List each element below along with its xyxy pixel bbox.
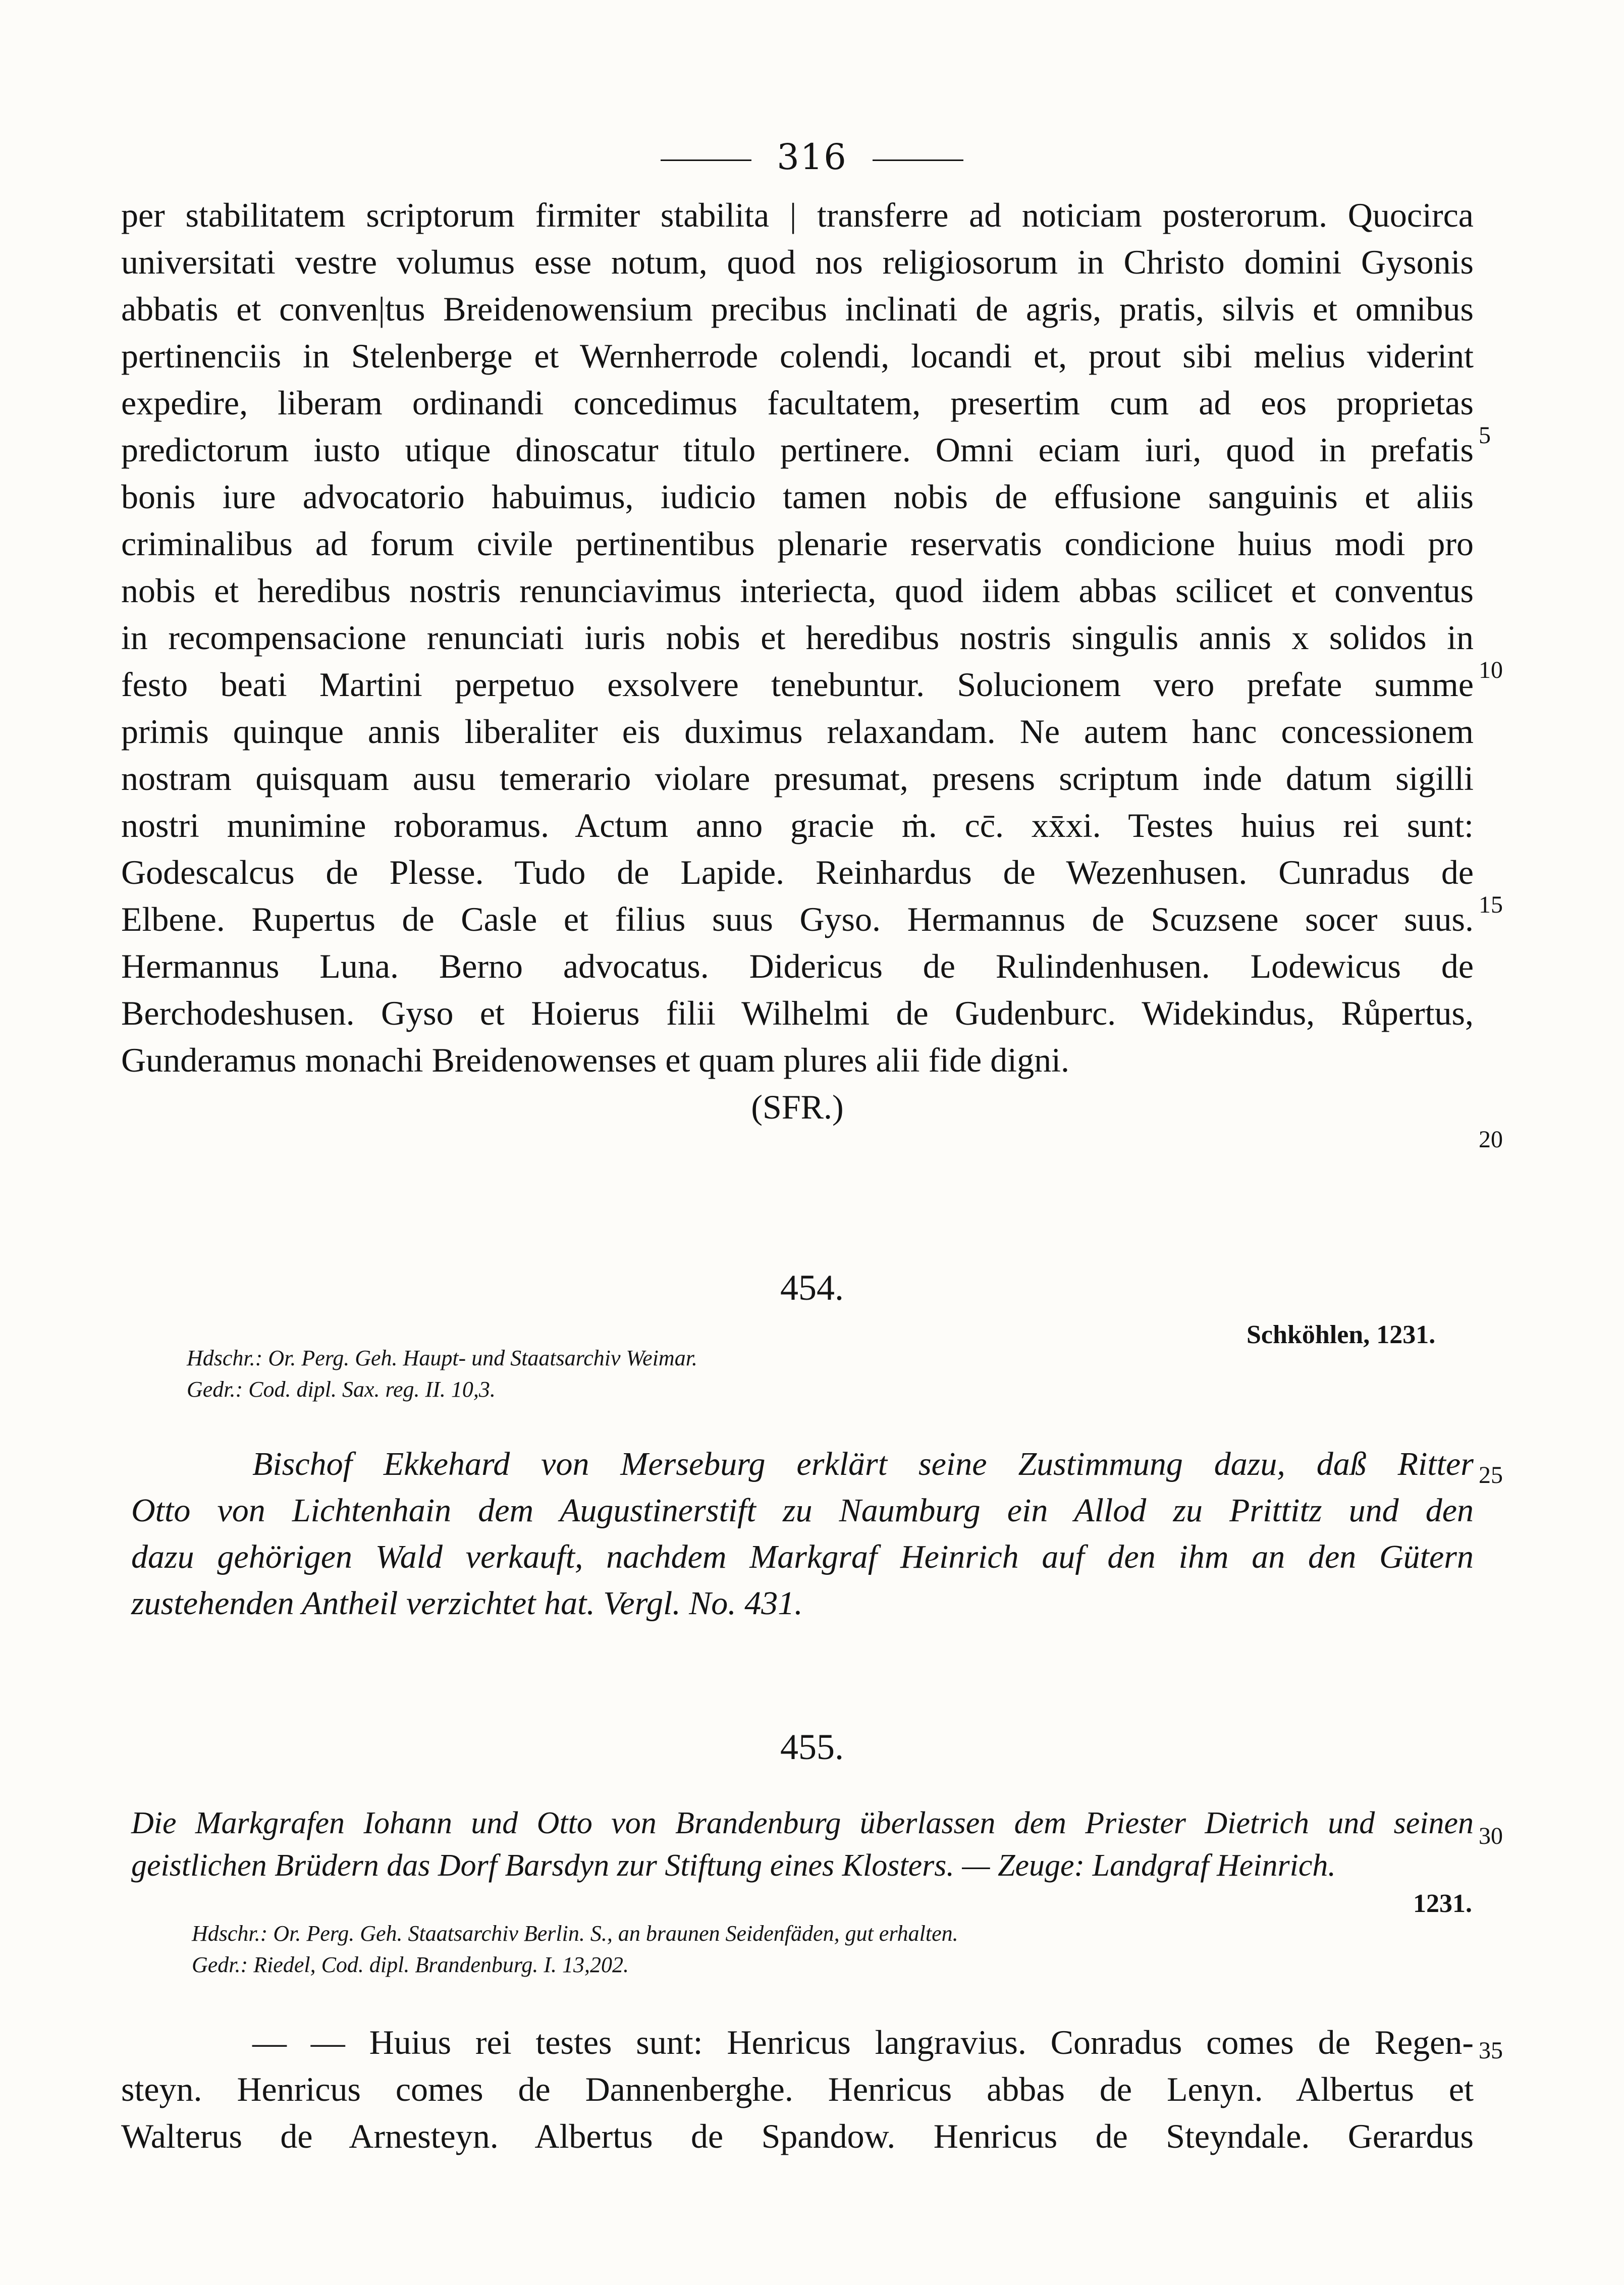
text-line: abbatis et conven|tus Breidenowensium precibus inclinati de agris, pratis, silvis et omnibus <box>121 290 1474 328</box>
text-line: — — Huius rei testes sunt: Henricus langravius. Conradus comes de Regen- <box>252 2023 1474 2061</box>
text-line: pertinenciis in Stelenberge et Wernherrode colendi, locandi et, prout sibi melius viderint <box>121 337 1474 375</box>
text-line: criminalibus ad forum civile pertinentibus plenarie reservatis condicione huius modi pro <box>121 524 1474 563</box>
margin-line-number: 20 <box>1479 1126 1503 1153</box>
summary-454 <box>131 1441 1474 1627</box>
text-line: festo beati Martini perpetuo exsolvere tenebuntur. Solucionem vero prefate summe <box>121 665 1474 704</box>
text-line: primis quinque annis liberaliter eis duximus relaxandam. Ne autem hanc concessionem <box>121 712 1474 751</box>
text-line: in recompensacione renunciati iuris nobis et heredibus nostris singulis annis x solidos in <box>121 618 1474 657</box>
text-line: steyn. Henricus comes de Dannenberghe. Henricus abbas de Lenyn. Albertus et <box>121 2070 1474 2108</box>
print-source-455: Gedr.: Riedel, Cod. dipl. Brandenburg. I. 13,202. <box>192 1952 629 1977</box>
text-line: universitati vestre volumus esse notum, quod nos religiosorum in Christo domini Gysonis <box>121 243 1474 281</box>
manuscript-source-455: Hdschr.: Or. Perg. Geh. Staatsarchiv Berlin. S., an braunen Seidenfäden, gut erhalten. <box>192 1921 958 1946</box>
witness-text-455 <box>121 2019 1474 2160</box>
date-455: 1231. <box>1413 1889 1472 1918</box>
margin-line-number: 35 <box>1479 2037 1503 2064</box>
page-number-dash-left <box>661 160 751 161</box>
margin-line-number: 5 <box>1479 422 1491 449</box>
main-charter-text <box>121 192 1474 1131</box>
text-line: Elbene. Rupertus de Casle et filius suus Gyso. Hermannus de Scuzsene socer suus. <box>121 900 1474 938</box>
text-line: Berchodeshusen. Gyso et Hoierus filii Wilhelmi de Gudenburc. Widekindus, Růpertus, <box>121 994 1474 1032</box>
page-number-text: 316 <box>777 136 847 178</box>
summary-line: Otto von Lichtenhain dem Augustinerstift zu Naumburg ein Allod zu Prittitz und den <box>131 1492 1474 1529</box>
summary-line: Bischof Ekkehard von Merseburg erklärt seine Zustimmung dazu, daß Ritter <box>252 1446 1474 1482</box>
text-line: nostri munimine roboramus. Actum anno gracie ṁ. cc̄. xx̄xi. Testes huius rei sunt: <box>121 806 1474 844</box>
document-number-454: 454. <box>780 1267 844 1308</box>
summary-455 <box>131 1802 1474 1887</box>
text-line: predictorum iusto utique dinoscatur titulo pertinere. Omni eciam iuri, quod in prefatis <box>121 431 1474 469</box>
summary-line: dazu gehörigen Wald verkauft, nachdem Markgraf Heinrich auf den ihm an den Gütern <box>131 1538 1474 1575</box>
text-line: Hermannus Luna. Berno advocatus. Didericus de Rulindenhusen. Lodewicus de <box>121 947 1474 985</box>
text-line: Gunderamus monachi Breidenowenses et quam plures alii fide digni. <box>121 1041 1069 1079</box>
margin-line-number: 15 <box>1479 891 1503 918</box>
text-line: per stabilitatem scriptorum firmiter stabilita | transferre ad noticiam posterorum. Quocirca <box>121 196 1474 234</box>
document-number-455: 455. <box>780 1727 844 1767</box>
page-number <box>0 136 1624 178</box>
text-line: Walterus de Arnesteyn. Albertus de Spandow. Henricus de Steyndale. Gerardus <box>121 2117 1474 2155</box>
text-line: expedire, liberam ordinandi concedimus facultatem, presertim cum ad eos proprietas <box>121 384 1474 422</box>
manuscript-source-454: Hdschr.: Or. Perg. Geh. Haupt- und Staatsarchiv Weimar. <box>187 1346 697 1370</box>
margin-line-number: 10 <box>1479 657 1503 683</box>
text-line: nobis et heredibus nostris renunciavimus interiecta, quod iidem abbas scilicet et conventus <box>121 571 1474 610</box>
margin-line-number: 30 <box>1479 1823 1503 1849</box>
print-source-454: Gedr.: Cod. dipl. Sax. reg. II. 10,3. <box>187 1377 496 1402</box>
place-date-454: Schköhlen, 1231. <box>1247 1320 1436 1349</box>
margin-line-number: 25 <box>1479 1462 1503 1489</box>
page-number-dash-right <box>873 160 963 161</box>
summary-line: geistlichen Brüdern das Dorf Barsdyn zur Stiftung eines Klosters. — Zeuge: Landgraf Heinrich. <box>131 1848 1336 1883</box>
summary-line: zustehenden Antheil verzichtet hat. Vergl. No. 431. <box>131 1585 803 1622</box>
text-line: nostram quisquam ausu temerario violare presumat, presens scriptum inde datum sigilli <box>121 759 1474 798</box>
sigla: (SFR.) <box>751 1088 844 1126</box>
text-line: bonis iure advocatorio habuimus, iudicio tamen nobis de effusione sanguinis et aliis <box>121 477 1474 516</box>
summary-line: Die Markgrafen Iohann und Otto von Brandenburg überlassen dem Priester Dietrich und seinen <box>131 1806 1474 1840</box>
text-line: Godescalcus de Plesse. Tudo de Lapide. Reinhardus de Wezenhusen. Cunradus de <box>121 853 1474 891</box>
